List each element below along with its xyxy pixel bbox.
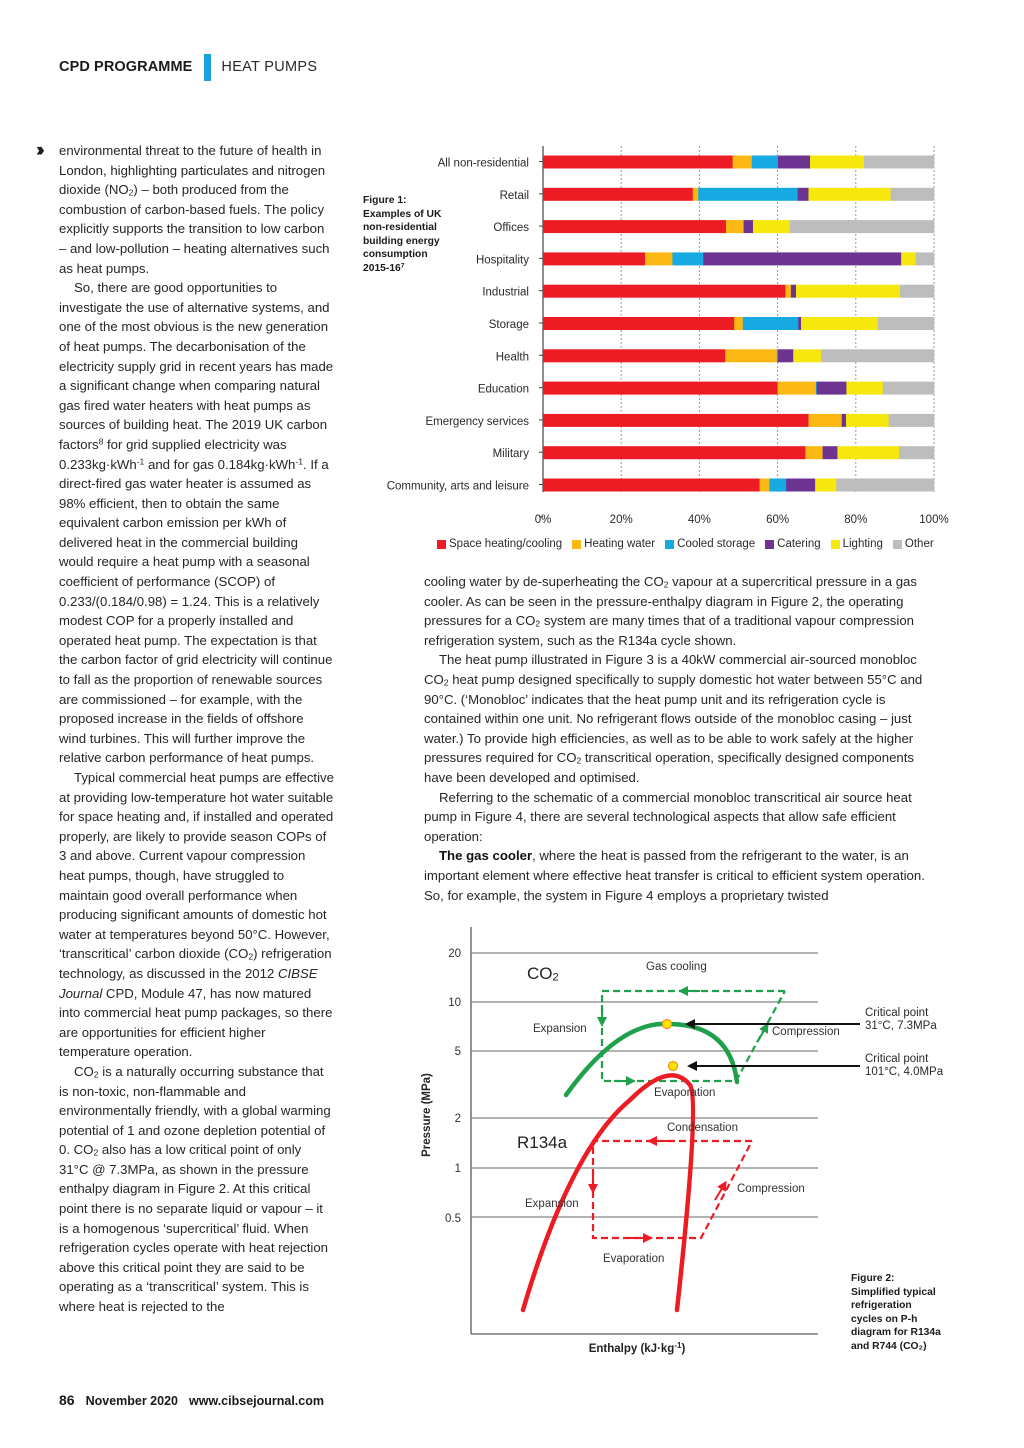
category-label: Industrial — [482, 286, 529, 299]
svg-text:20: 20 — [448, 948, 461, 960]
svg-text:5: 5 — [454, 1046, 461, 1058]
page-number: 86 — [59, 1392, 75, 1408]
y-axis-label: Pressure (MPa) — [421, 1073, 433, 1157]
r134a-condensation-label: Condensation — [667, 1122, 738, 1134]
legend-label: Catering — [777, 538, 821, 550]
legend-label: Cooled storage — [677, 538, 756, 550]
co2-expansion-label: Expansion — [533, 1023, 587, 1035]
figure-2-caption: Figure 2: Simplified typical refrigeration cycles on P-h diagram for R134a and R744 (CO₂) — [851, 1273, 941, 1352]
category-label: Storage — [488, 319, 529, 331]
category-label: Health — [495, 351, 529, 364]
legend-label: Lighting — [842, 538, 883, 550]
critical-point-r134a-annotation: Critical point 101°C, 4.0MPa — [865, 1053, 944, 1078]
paragraph: So, there are good opportunities to investigate the use of alternative systems, and one of the most obvious is the new generation of heat pumps. The decarbonisation of the electricity supply grid in recent years has made a significant change when comparing natural gas fired water heaters with heat pumps as sources of building heat. The 2019 UK carbon factors$^8$ for grid supplied electricity was 0.233kg·kWh$^{-1}$ and for gas 0.184kg·kWh$^{-1}$. If a direct-fired gas water heater is assumed as 98% efficient, then to obtain the same equivalent carbon emission per kWh of delivered heat in the commercial building would require a heat pump with a seasonal coefficient of performance (SCOP) of 0.233/(0.184/0.98) = 1.24. This is a relatively modest COP for a properly installed and operated heat pump. The expectation is that the carbon factor of grid electricity will continue to fall as the proportion of renewable sources are commissioned – for example, with the proposed increase in the fields of offshore wind turbines. This will further improve the relative carbon performance of heat pumps. — [59, 280, 334, 766]
svg-text:10: 10 — [448, 997, 461, 1009]
co2-cycle — [602, 991, 785, 1081]
category-label: Retail — [499, 189, 529, 202]
topic-title: HEAT PUMPS — [221, 59, 318, 75]
x-tick-label: 60% — [766, 514, 790, 526]
paragraph: Referring to the schematic of a commercial monobloc transcritical air source heat pump in Figure 4, there are several technological aspects that allow safe efficient operation: — [424, 789, 912, 844]
legend-label: Space heating/cooling — [449, 538, 563, 550]
co2-compression-label: Compression — [772, 1026, 840, 1038]
paragraph: cooling water by de-superheating the $CO_2$ vapour at a supercritical pressure in a gas cooler. As can be seen in the pressure-enthalpy diagram in Figure 2, the operating pressures for a $CO_2$ system are many times that of a traditional vapour compression refrigeration system, such as the R134a cycle shown. — [424, 574, 917, 648]
paragraph: Typical commercial heat pumps are effective at providing low-temperature hot water suitable for space heating and, if installed and operated properly, are likely to provide season COPs of 3 and above. Current vapour compression heat pumps, though, have struggled to maintain good overall performance when producing significant amounts of domestic hot water at temperatures beyond 50°C. However, ‘transcritical’ carbon dioxide $(CO_2)$ refrigeration technology, as discussed in the 2012 CIBSE Journal CPD, Module 47, has now matured into commercial heat pump packages, so there are opportunities for efficient higher temperature operation. — [59, 770, 334, 1060]
svg-text:1: 1 — [454, 1163, 461, 1175]
critical-point-co2-annotation: Critical point 31°C, 7.3MPa — [865, 1007, 937, 1032]
x-tick-label: 20% — [609, 514, 633, 526]
category-label: Emergency services — [425, 415, 529, 428]
issue-date: November 2020 — [85, 1394, 178, 1408]
r134a-critical-point-marker — [669, 1062, 678, 1071]
co2-label: $CO_2$ — [527, 964, 559, 984]
double-chevron-right-icon: ›› — [36, 140, 41, 161]
category-label: Education — [477, 383, 529, 396]
category-label: Hospitality — [475, 254, 529, 267]
legend-label: Heating water — [584, 538, 656, 550]
page-footer — [59, 1392, 324, 1408]
category-label: All non-residential — [437, 157, 529, 170]
r134a-compression-label: Compression — [737, 1183, 805, 1195]
legend-label: Other — [904, 538, 934, 550]
r134a-saturation-dome — [523, 1075, 693, 1310]
paragraph: environmental threat to the future of health in London, highlighting particulates and nitrogen dioxide $(NO_2)$ – both produced from the combustion of carbon-based fuels. The policy explicitly supports the transition to low carbon – and low-pollution – heating alternatives such as heat pumps. — [59, 143, 330, 276]
y-tick-labels — [445, 948, 461, 1225]
svg-text:0.5: 0.5 — [445, 1213, 461, 1225]
svg-text:2: 2 — [454, 1113, 461, 1125]
r134a-label: R134a — [517, 1133, 568, 1152]
x-tick-label: 80% — [844, 514, 868, 526]
x-tick-label: 0% — [534, 514, 552, 526]
r134a-cycle — [593, 1141, 752, 1238]
journal-url[interactable]: www.cibsejournal.com — [189, 1394, 324, 1408]
category-label: Community, arts and leisure — [386, 480, 529, 493]
section-title: CPD PROGRAMME — [59, 59, 193, 75]
co2-evaporation-label: Evaporation — [654, 1087, 716, 1099]
paragraph: $CO_2$ is a naturally occurring substance that is non-toxic, non-flammable and environmentally friendly, with a global warming potential of 1 and ozone depletion potential of 0. $CO_2$ also has a low critical point of only 31°C @ 7.3MPa, as shown in the pressure enthalpy diagram in Figure 2. At this critical point there is no separate liquid or vapour – it is a homogenous ‘supercritical’ fluid. When refrigeration cycles operate with heat rejection above this critical point they are said to be operating as a ‘transcritical’ system. This is where heat is rejected to the — [59, 1063, 331, 1315]
figure-1-caption: Figure 1: Examples of UK non-residential building energy consumption $2015-16^7$ — [363, 195, 442, 274]
category-label: Military — [492, 448, 529, 461]
x-tick-label: 100% — [919, 514, 949, 526]
co2-critical-point-marker — [663, 1020, 672, 1029]
paragraph: The gas cooler, where the heat is passed from the refrigerant to the water, is an important element where effective heat transfer is critical to efficient system operation. So, for example, the system in Figure 4 employs a proprietary twisted — [424, 848, 925, 903]
gas-cooler-lead: The gas cooler — [439, 848, 533, 864]
paragraph: The heat pump illustrated in Figure 3 is a 40kW commercial air-sourced monobloc $CO_2$ heat pump designed specifically to supply domestic hot water between 55°C and 90°C. (‘Monobloc’ indicates that the heat pump unit and its refrigeration cycle is contained within one unit. No refrigerant flows outside of the monobloc casing – just water.) To provide high efficiencies, as well as to be able to work safely at the higher pressures required for $CO_2$ transcritical operation, specifically designed components have been developed and optimised. — [424, 652, 923, 785]
category-label: Offices — [493, 222, 529, 235]
co2-gas-cooling-label: Gas cooling — [646, 961, 707, 973]
x-tick-label: 40% — [687, 514, 711, 526]
x-axis-label: Enthalpy $(kJ\cdot kg^{-1})$ — [588, 1341, 686, 1355]
r134a-expansion-label: Expansion — [525, 1198, 579, 1210]
r134a-evaporation-label: Evaporation — [603, 1253, 665, 1265]
